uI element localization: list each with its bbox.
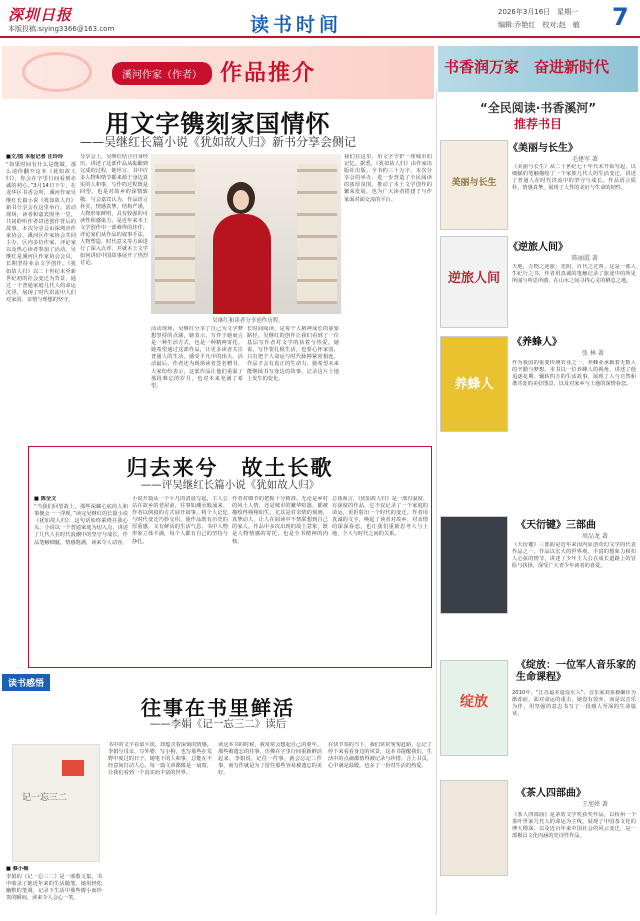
article1-byline: ■文/图 本报记者 汪玲玲 — [6, 154, 64, 160]
book-1-intro: 《美丽与长生》从二十世纪七十年代末开始写起，以细腻的笔触描绘了一个家族几代人的生活变迁，讲述了普通人在时代洪流中的坚守与成长。作品语言质朴，情感真挚，展现了人性的美好与生命的韧性。 — [512, 164, 636, 192]
article1-col4-text: 长时间阅读，是每个人精神成长的重要路径。吴继红的创作让我们看到了一位基层写作者对文学的执着与热爱。她说，写作要扎根生活，也要心怀家国，只有把个人命运与时代脉搏紧密相连，作品才会有真正的生命力。她希望未来能继续书写身边的故事，记录这片土地上发生的变化。 — [247, 326, 339, 382]
book-5-cover — [440, 660, 508, 756]
article3-title: 往事在书里鲜活 — [141, 696, 295, 720]
article3-column-4 — [328, 742, 432, 916]
book-3-cover — [440, 336, 508, 432]
book-cover-mark-icon — [62, 760, 84, 776]
article1-col1-text: “如果时间有什么是能做，那么请你翻开这本《犹如故人归》，你会在字里行间看到赤诚的初心。”3月14日下午，在龙华区书香会所，溪河作家吴继红长篇小说《犹如故人归》新书分享会在这里举行。活动现场，读者和嘉宾围坐一堂，共同聆听作者讲述创作背后的故事。本次分享会由深圳市作家协会、溪河区作家协会共同主办，区内多位作家、评论家以及热心读者参加了活动。吴继红是溪河区作家协会会员，长期坚持业余文学创作。《犹如故人归》以二十世纪末至新世纪初的社会变迁为背景，通过一个普通家庭几代人的命运沉浮，展现了时代洪流中人们对家国、亲情与理想的坚守。 — [6, 162, 76, 303]
book-2-cover-title: 逆旅人间 — [447, 271, 500, 286]
bookshelf-left-icon — [155, 164, 195, 304]
book-3-cover-title: 养蜂人 — [454, 377, 494, 392]
speaker-figure-icon — [213, 214, 271, 314]
section-tag: 读书感悟 — [2, 674, 50, 691]
article1-column-1 — [6, 154, 76, 438]
book-1-author: 毛建军 著 — [572, 156, 598, 163]
recommend-subheading: 推荐书目 — [513, 117, 562, 131]
article1-column-2 — [80, 154, 148, 438]
book-6-author: 王旭烽 著 — [582, 801, 608, 808]
article2-title: 归去来兮 故土长歌 — [126, 455, 334, 480]
article2-column-2 — [132, 496, 228, 662]
book-1-cover-title: 美丽与长生 — [451, 178, 497, 188]
article2-column-1 — [34, 496, 128, 662]
book-2-author: 陈丽霞 著 — [572, 255, 598, 262]
banner-pill: 溪河作家（作者） — [112, 62, 212, 85]
article1-column-4 — [247, 326, 339, 438]
article3-column-2 — [108, 742, 212, 916]
column-divider — [436, 90, 437, 915]
book-5-intro: 2010年，“江苏最美退役军人”、音乐家刘某被确诊为渐冻症，面对命运的重击，她没有放弃，而是以音乐为伴，用坚强的意志书写了一段感人至深的生命篇章。 — [512, 690, 636, 718]
book-4-author: 周品龙 著 — [582, 533, 608, 540]
article1-title: 用文字镌刻家国情怀 — [105, 109, 331, 138]
article1-col5-text: 我们在这里，用文字守护一座城市的记忆。据悉，《犹如故人归》由作家出版社出版，全书约三十万字。本次分享会的举办，进一步营造了全民阅读的浓厚氛围，推动了本土文学创作的繁荣发展，也为广大读者搭建了与作家面对面交流的平台。 — [344, 154, 432, 203]
book-2-cover — [440, 236, 508, 328]
speaker-face-icon — [233, 190, 249, 210]
book-2-title: 《逆旅人间》 — [508, 242, 568, 253]
page-header — [0, 0, 640, 38]
book-4-title: 《天衍键》三部曲 — [516, 520, 596, 531]
article2-byline: ■ 陈全文 — [34, 496, 57, 502]
article3-col4-text: 在快节奏的当下，我们常常匆匆赶路，忘记了停下来看看身边的风景。这本书提醒我们，生活中的点滴都值得被记录与珍惜。合上书页，心中满是温暖，也多了一份对生活的热爱。 — [328, 742, 432, 770]
book-cover-image — [12, 744, 100, 862]
article2-subtitle: ——评吴继红长篇小说《犹如故人归》 — [140, 479, 320, 491]
article2-col4-text: 总体而言，《犹如故人归》是一部有温度、有深度的作品。它不仅记录了一个家庭的命运，更折射出一个时代的变迁。作者用真诚的文字，唤起了读者对故乡、对亲情的深深眷恋，也让我们重新思考人与土地、个人与时代之间的关系。 — [332, 496, 428, 538]
book-3-title: 《养蜂人》 — [512, 337, 562, 348]
article3-col1-text: 李娟的《记一忘三二》是一部散文集，书中收录了她近年来的生活随笔。她用轻松幽默的笔调，记录下生活中那些微小而珍贵的瞬间，读来令人会心一笑。 — [6, 874, 102, 902]
newspaper-logo: 深圳日报 — [8, 6, 73, 24]
article2-column-4 — [332, 496, 428, 662]
section-title: 读书时间 — [250, 14, 343, 36]
book-1-cover — [440, 140, 508, 230]
article3-subtitle: ——李娟《记一忘三二》读后 — [149, 718, 287, 730]
book-6-cover — [440, 780, 508, 876]
article1-col3-text: 活动现场，吴继红分享了自己为文学梦想坚持的点滴，她表示，写作于她而言是一种生活方式，也是一种精神寄托。她希望通过这部作品，让更多读者关注普通人的生活，感受平凡中的伟大。活动最后，作者还为现场读者签名赠书，大家纷纷表示，这部作品让他们重温了那段难忘的岁月，也对未来充满了希望。 — [151, 326, 243, 389]
article3-col2-text: 书中的文字看似平淡，却蕴含着深刻的情感。李娟写母亲、写外婆、写小狗，也写那些在荒野中度过的日子。她笔下的人和事，总能在不经意间打动人心。每一篇文章都像是一扇窗，让我们看到一个真实而丰富的世界。 — [108, 742, 212, 777]
article1-column-5 — [344, 154, 432, 438]
book-5-title: 《绽放：一位军人音乐家的生命课程》 — [516, 660, 636, 683]
book-3-author: 张 林 著 — [582, 350, 604, 357]
book-3-intro: 作为我国的重要传统农业之一，养蜂业承载着无数人的辛勤与梦想。本书以一位养蜂人的视角，讲述了他追逐花期、辗转四方的生活故事，展现了人与自然和谐共处的美好图景，以及对家乡与土地的深情眷恋。 — [512, 360, 636, 388]
issue-date: 2026年3月16日 星期一 — [498, 8, 579, 16]
book-cover-title: 记一忘三二 — [22, 793, 68, 803]
article3-col3-text: 读这本书的时候，我常常会想起自己的童年。那些被遗忘的往事，仿佛在字里行间重新鲜活起来。李娟说，记住一件事，就会忘记三件事，而写作就是为了留住那些容易被遗忘的美好。 — [218, 742, 322, 777]
submission-email: 本版投稿:siying3366@163.com — [8, 25, 115, 33]
article3-byline: ■ 蔡小梅 — [6, 866, 29, 872]
bookshelf-right-icon — [297, 164, 337, 304]
article1-photo — [151, 154, 341, 314]
article2-col3-text: 作者对细节的把握十分精准。无论是乡村的风土人情，还是城市的繁华喧嚣，都被描绘得栩栩如生。尤其是对亲情的刻画，真挚动人，让人在阅读中不禁联想到自己的家人。作品中多次出现的故土意象，既是人物情感的寄托，也是全书精神的内核。 — [232, 496, 328, 545]
book-4-intro: 《天衍键》三部曲是近年来国内原创奇幻文学的代表作品之一。作品以宏大的世界观、丰富的想象力和扣人心弦的情节，讲述了少年主人公在成长道路上的冒险与抉择，深受广大青少年读者的喜爱。 — [512, 542, 636, 570]
article2-col2-text: 小说开篇从一个平凡的清晨写起，主人公站在故乡的老屋前，往事如潮水般涌来。作者以倒叙的方式展开叙事，将个人记忆与时代变迁巧妙交织，使作品既有历史的厚重感，又有鲜活的生活气息。书中人物形象立体丰满，每个人都有自己的坚持与挣扎。 — [132, 496, 228, 545]
campaign-slogan: 书香润万家 奋进新时代 — [444, 58, 610, 76]
book-6-title: 《茶人四部曲》 — [516, 788, 586, 799]
editors-line: 编辑:乔艳红 校对:赵 敏 — [498, 21, 580, 29]
article1-col2-text: 分享会上，吴继红结合自身经历，讲述了这部作品从酝酿到完成的过程。她坦言，书中许多人物和情节都来源于身边真实的人和事，写作的过程既是回望，也是对故乡的深情致敬。与会嘉宾认为，作品语言朴实，情感真挚，结构严谨，人物形象鲜明，具有较强的可读性和感染力，是近年来本土文学创作中一部难得的佳作。评论家们从作品的叙事手法、人物塑造、时代意义等方面进行了深入点评，并就本土文学如何讲好中国故事展开了热烈讨论。 — [80, 154, 148, 267]
swirl-decoration-icon — [22, 52, 92, 92]
book-4-cover — [440, 516, 508, 614]
article1-column-3 — [151, 326, 243, 438]
article3-column-1 — [6, 866, 102, 916]
feature-banner — [2, 46, 434, 99]
book-6-intro: 《茶人四部曲》是茅盾文学奖获奖作品，以杭州一个茶叶世家几代人的命运为主线，展现了中国茶文化的博大精深，以及近百年来中国社会的风云变迁，是一部极具文化内涵的史诗性作品。 — [512, 812, 636, 840]
article1-subtitle: ——吴继红长篇小说《犹如故人归》新书分享会侧记 — [79, 135, 356, 149]
recommend-heading: “全民阅读·书香溪河” — [479, 101, 597, 115]
article2-column-3 — [232, 496, 328, 662]
book-2-intro: 天地，万物之逆旅；光阴，百代之过客。这是一部人生纪行之书，作者用真诚的笔触记录了旅途中的所见所闻与所思所感，在山水之间寻找心灵的栖息之地。 — [512, 264, 636, 285]
article3-column-3 — [218, 742, 322, 916]
book-1-title: 《美丽与长生》 — [508, 143, 578, 154]
book-5-cover-title: 绽放 — [460, 694, 488, 710]
reading-campaign-banner — [438, 46, 638, 92]
article2-col1-text: “当我们回望故土，那些深藏心底的人和事便会一一浮现。”读完吴继红的长篇小说《犹如故人归》，这句话始终萦绕在我心头。小说以一个普通家庭为切入点，讲述了几代人在时代浪潮中的坚守与成长，作品笔触细腻，情感饱满，读来令人动容。 — [34, 504, 128, 546]
photo-caption: 吴继红和读者分享创作历程。 — [212, 318, 284, 324]
banner-title: 作品推介 — [220, 60, 317, 86]
page-number: 7 — [612, 3, 629, 31]
